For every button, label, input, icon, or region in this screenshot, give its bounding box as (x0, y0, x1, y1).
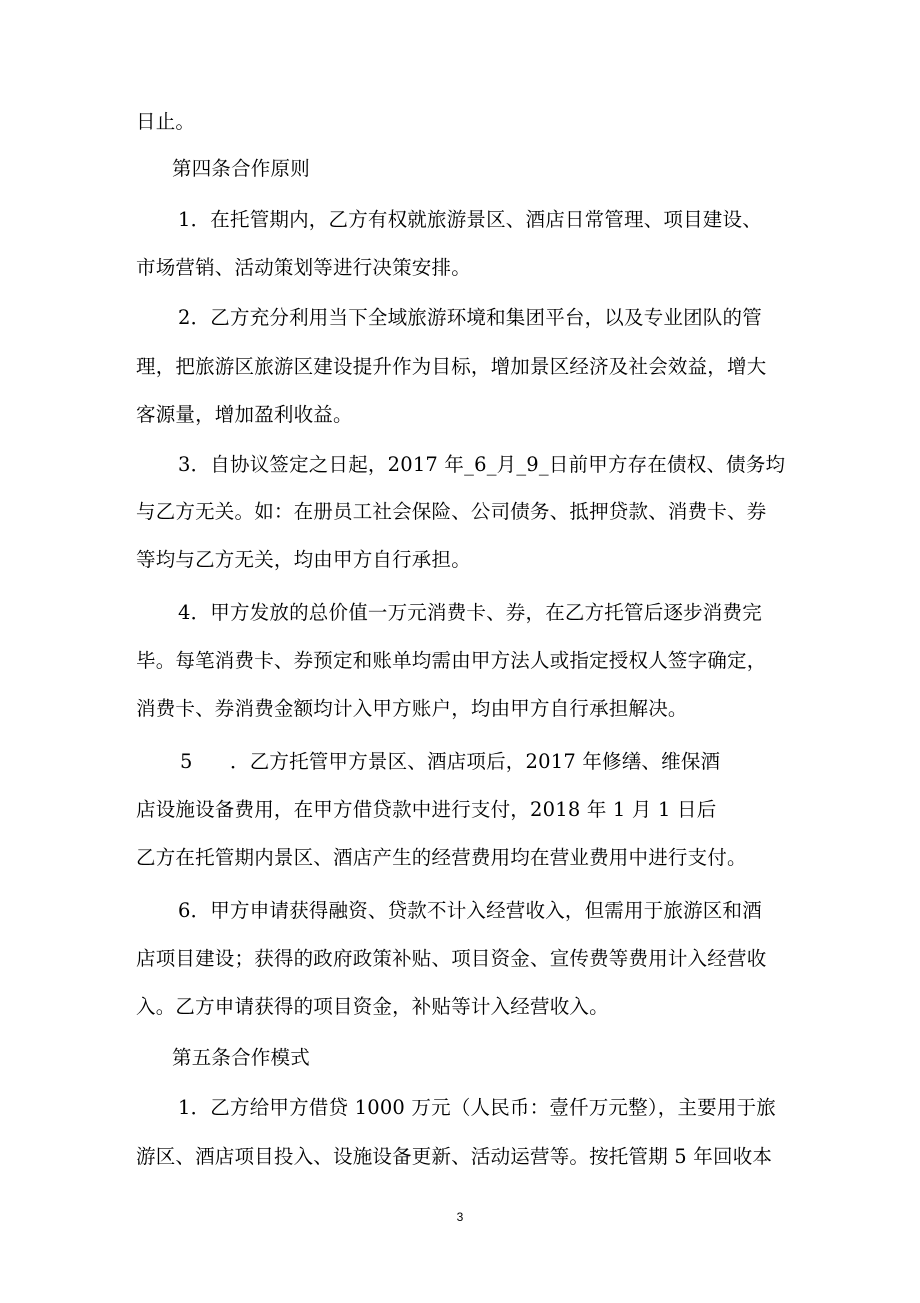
text-line: 理，把旅游区旅游区建设提升作为目标，增加景区经济及社会效益，增大 (136, 355, 767, 378)
text-line: 消费卡、券消费金额均计入甲方账户，均由甲方自行承担解决。 (136, 697, 688, 720)
text-line: 市场营销、活动策划等进行决策安排。 (136, 256, 471, 279)
text-line: 4．甲方发放的总价值一万元消费卡、券，在乙方托管后逐步消费完 (178, 601, 762, 624)
text-line: 等均与乙方无关，均由甲方自行承担。 (136, 548, 471, 571)
text-line: 日止。 (136, 110, 196, 133)
text-line: 1．乙方给甲方借贷 1000 万元（人民币：壹仟万元整），主要用于旅 (178, 1096, 776, 1119)
text-line: 3．自协议签定之日起，2017 年_6_月_9_日前甲方存在债权、债务均 (178, 453, 786, 476)
text-line: 入。乙方申请获得的项目资金，补贴等计入经营收入。 (136, 995, 609, 1018)
list-number: 5 (180, 750, 193, 773)
text-line: 店设施设备费用，在甲方借贷款中进行支付，2018 年 1 月 1 日后 (136, 798, 717, 821)
text-line: ．乙方托管甲方景区、酒店项后，2017 年修缮、维保酒 (230, 750, 721, 773)
section-heading: 第五条合作模式 (172, 1046, 310, 1069)
text-line: 毕。每笔消费卡、券预定和账单均需由甲方法人或指定授权人签字确定， (136, 649, 767, 672)
text-line: 乙方在托管期内景区、酒店产生的经营费用均在营业费用中进行支付。 (136, 846, 747, 869)
page-number: 3 (456, 1210, 464, 1224)
text-line: 1．在托管期内，乙方有权就旅游景区、酒店日常管理、项目建设、 (178, 208, 762, 231)
text-line: 游区、酒店项目投入、设施设备更新、活动运营等。按托管期 5 年回收本 (136, 1145, 773, 1168)
section-heading: 第四条合作原则 (172, 157, 310, 180)
text-line: 客源量，增加盈利收益。 (136, 403, 353, 426)
text-line: 2．乙方充分利用当下全域旅游环境和集团平台，以及专业团队的管 (178, 306, 762, 329)
text-line: 与乙方无关。如：在册员工社会保险、公司债务、抵押贷款、消费卡、券 (136, 500, 767, 523)
text-line: 6．甲方申请获得融资、贷款不计入经营收入，但需用于旅游区和酒 (178, 899, 762, 922)
text-line: 店项目建设；获得的政府政策补贴、项目资金、宣传费等费用计入经营收 (136, 947, 767, 970)
